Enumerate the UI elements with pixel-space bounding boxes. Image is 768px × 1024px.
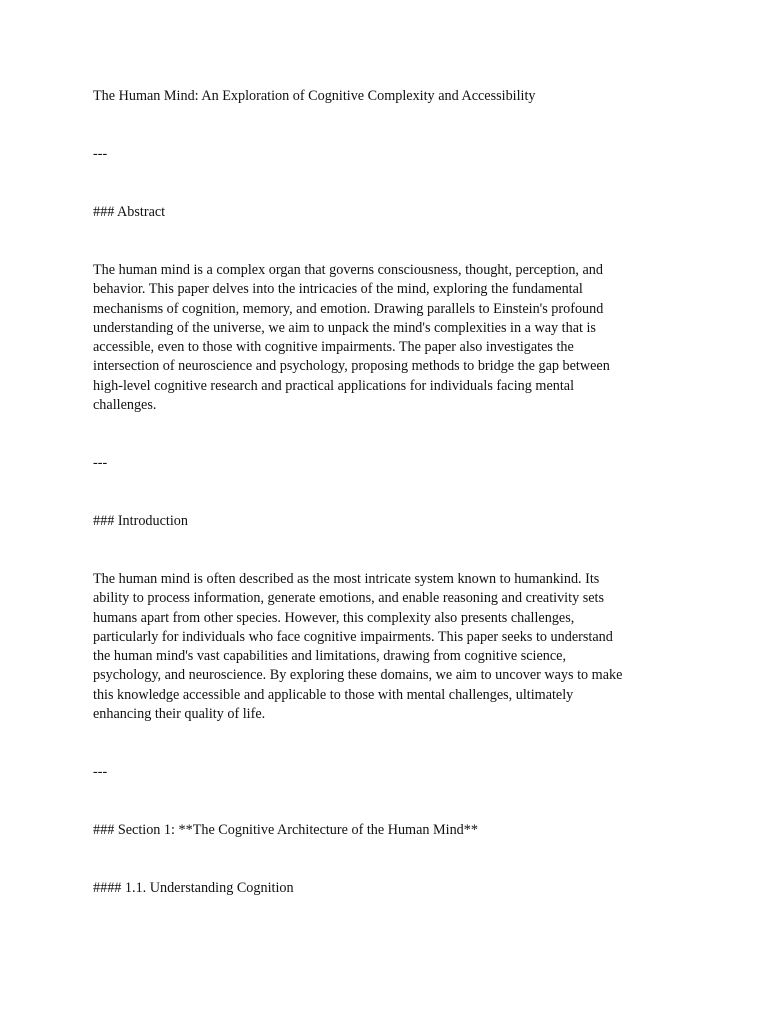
abstract-line: accessible, even to those with cognitive impairments. The paper also investigates the — [93, 339, 574, 356]
abstract-line: mechanisms of cognition, memory, and emotion. Drawing parallels to Einstein's profound — [93, 300, 604, 317]
introduction-line: psychology, and neuroscience. By exploring these domains, we aim to uncover ways to make — [93, 667, 623, 684]
introduction-line: the human mind's vast capabilities and limitations, drawing from cognitive science, — [93, 648, 566, 665]
abstract-paragraph — [93, 261, 693, 415]
separator-3: --- — [93, 764, 108, 780]
abstract-line: high-level cognitive research and practical applications for individuals facing mental — [93, 377, 575, 394]
introduction-line: ability to process information, generate emotions, and enable reasoning and creativity sets — [93, 590, 604, 607]
section-1-heading: ### Section 1: **The Cognitive Architecture of the Human Mind** — [93, 822, 478, 838]
introduction-line: humans apart from other species. However, this complexity also presents challenges, — [93, 609, 575, 626]
abstract-line: behavior. This paper delves into the intricacies of the mind, exploring the fundamental — [93, 281, 583, 298]
abstract-line: challenges. — [93, 397, 157, 414]
separator-1: --- — [93, 146, 108, 162]
subsection-1-1-heading: #### 1.1. Understanding Cognition — [93, 880, 294, 896]
introduction-line: enhancing their quality of life. — [93, 706, 266, 723]
document-title: The Human Mind: An Exploration of Cognitive Complexity and Accessibility — [93, 88, 536, 104]
abstract-line: understanding of the universe, we aim to unpack the mind's complexities in a way that is — [93, 319, 596, 336]
abstract-line: The human mind is a complex organ that governs consciousness, thought, perception, and — [93, 262, 603, 278]
abstract-heading: ### Abstract — [93, 204, 166, 220]
introduction-paragraph — [93, 570, 693, 724]
abstract-line: intersection of neuroscience and psychology, proposing methods to bridge the gap between — [93, 358, 610, 375]
introduction-line: The human mind is often described as the most intricate system known to humankind. Its — [93, 571, 600, 587]
introduction-line: this knowledge accessible and applicable to those with mental challenges, ultimately — [93, 686, 574, 703]
separator-2: --- — [93, 455, 108, 471]
introduction-line: particularly for individuals who face cognitive impairments. This paper seeks to understand — [93, 628, 613, 645]
introduction-heading: ### Introduction — [93, 513, 188, 529]
